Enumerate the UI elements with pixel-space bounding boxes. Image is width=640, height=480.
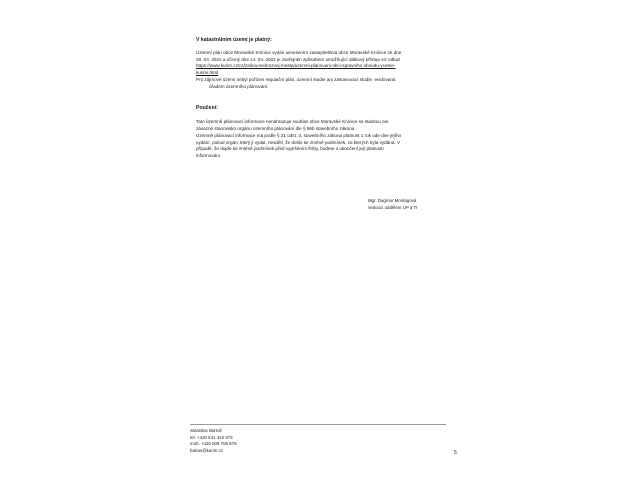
- notice-p2-line-3: případě, že dojde ke změně podmínek před vypršením lhůty, budete o ukončení její platnosti: [196, 146, 384, 151]
- notice-p2-line-4: informováni.: [196, 152, 222, 158]
- footer-phone: tel. +420 541 422 373: [190, 434, 233, 440]
- signatory-name: Mgr. Dagmar Montagová: [368, 198, 417, 203]
- footer-rule: [190, 424, 446, 425]
- regulation-note-line-1: Pro zájmové území nebyl pořízen regulační plán, územní studie ani zastavovací studie, evidovaná: [196, 77, 396, 82]
- footer-contact-name: Stanislav Bartoš: [190, 428, 222, 433]
- footer-email[interactable]: bartos@kurim.cz: [190, 447, 224, 453]
- notice-p2-line-1: Územně plánovací informace má podle § 21 odst. 3, stavebního zákona platnost 1 rok ode dne jejího: [196, 133, 402, 138]
- notice-heading: Poučení:: [196, 105, 218, 111]
- validity-line-1: Územní plán obce Moravské Knínice vydán usnesením zastupitelstva obce Moravské Knínice ze dne: [196, 50, 402, 55]
- notice-p1-line-1: Tato územně plánovací informace nenahrazuje souhlas obce Moravské Knínice se stavbou ani: [196, 119, 389, 124]
- footer-mobile: mob. +420 606 706 879: [190, 441, 237, 446]
- validity-heading: V katastrálním území je platný:: [196, 37, 272, 43]
- page-number: 5: [454, 450, 457, 456]
- notice-p1-line-2: závazné stanovisko orgánu územního plánování dle § 96b stavebního zákona.: [196, 125, 356, 131]
- validity-line-2: 28. 03. 2022 a účinný dne 14. 04. 2022 je zveřejněn způsobem umožňující dálkový přístup viz odkaz: [196, 56, 401, 62]
- regulation-note-line-2: úřadem územního plánování.: [209, 83, 269, 89]
- plan-link-line-1[interactable]: https://www.kurim.cz/cs/zalina-mel/rozvoj-mesta/uzemni-planovani-obci-spravniho-obvodu-vcetne-: [196, 63, 396, 68]
- document-page: [168, 0, 470, 480]
- notice-p2-line-2: vydání, pokud orgán, který ji vydal, nesdělí, že došlo ke změně podmínek, za kterých byla vydána. V: [196, 139, 401, 145]
- signatory-role: vedoucí oddělení ÚP a TI: [368, 205, 418, 210]
- plan-link-line-2[interactable]: kurimi.html: [196, 69, 219, 75]
